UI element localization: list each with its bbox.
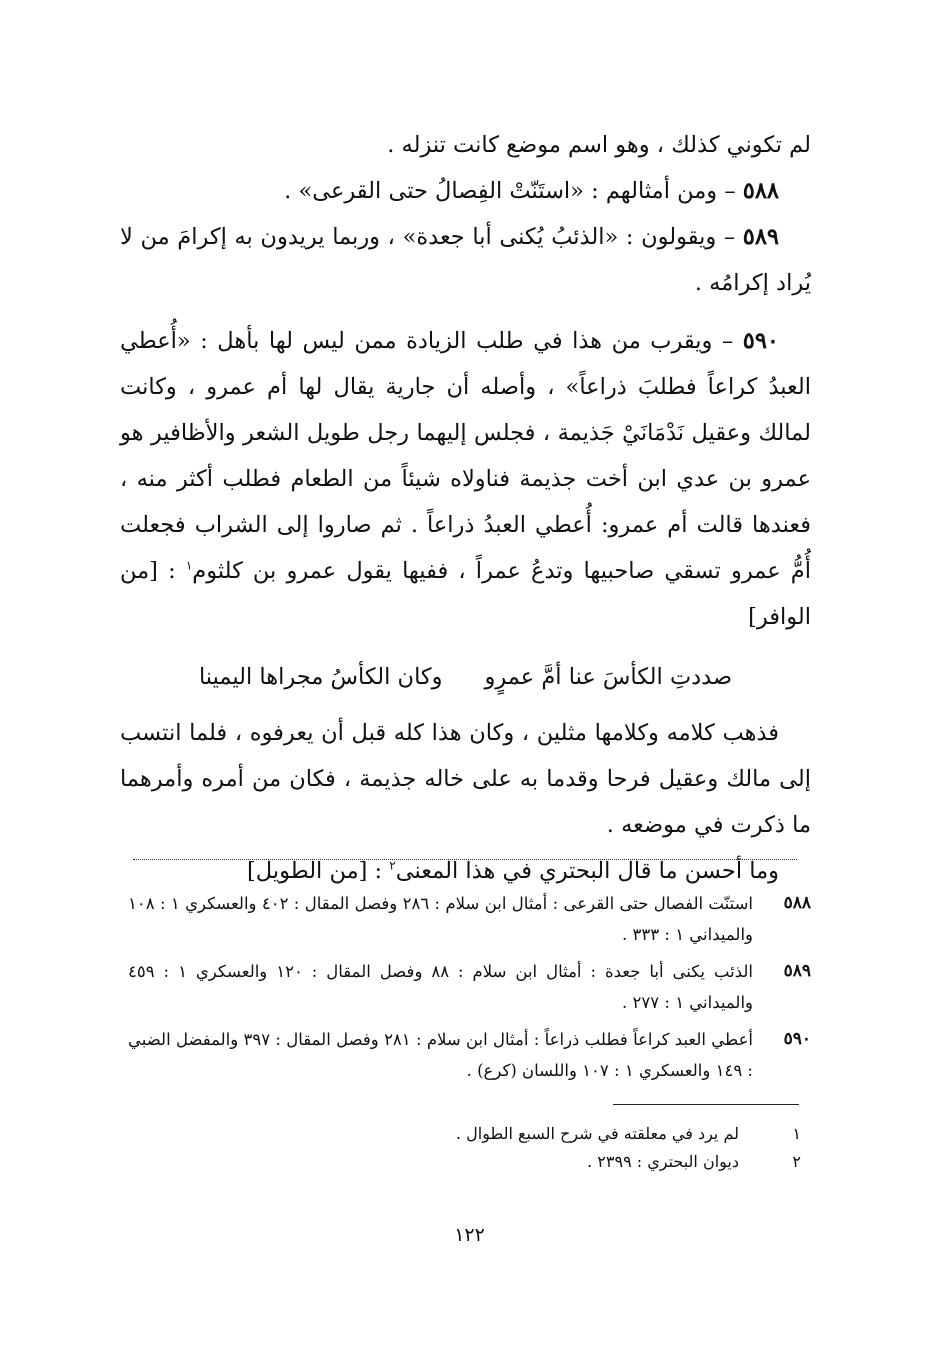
entry-589 (120, 214, 811, 306)
footnote-ref-1: ١ (185, 558, 193, 573)
entry-text: – ويقرب من هذا في طلب الزيادة ممن ليس لها بأهل : «أُعطي العبدُ كراعاً فطلبَ ذراعاً» ، وأصله أن جارية يقال لها أم عمرو ، وكانت لمالك وعقيل نَدْمَانَيْ جَذيمة ، فجلس إليهما رجل طويل الشعر والأظافير هو عمرو بن عدي ابن أخت جذيمة فناولاه شيئاً من الطعام فطلب أكثر منه ، فعندها قالت أم عمرو: أُعطي العبدُ ذراعاً . ثم صاروا إلى الشراب فجعلت أُمُّ عمرو تسقي صاحبيها وتدعُ عمراً ، ففيها يقول عمرو بن كلثوم (120, 328, 811, 584)
source-number: ٥٨٩ (783, 961, 811, 981)
page-number: ١٢٢ (454, 1224, 485, 1246)
source-number: ٥٩٠ (783, 1029, 811, 1049)
poem-verse (120, 654, 811, 700)
source-text: الذئب يكنى أبا جعدة : أمثال ابن سلام : ٨٨ وفصل المقال : ١٢٠ والعسكري ١ : ٤٥٩ والميداني ١ : ٢٧٧ . (128, 962, 753, 1012)
sources-divider (133, 859, 797, 860)
source-text: أعطي العبد كراعاً فطلب ذراعاً : أمثال ابن سلام : ٢٨١ وفصل المقال : ٣٩٧ والمفضل الضبي : ١٤٩ والعسكري ١ : ١٠٧ واللسان (كرع) . (128, 1030, 754, 1080)
footnote-text: ديوان البحتري : ٢٣٩٩ . (587, 1152, 739, 1171)
paragraph-after-verse: فذهب كلامه وكلامها مثلين ، وكان هذا كله قبل أن يعرفوه ، فلما انتسب إلى مالك وعقيل فرحا وقدما به على خاله جذيمة ، فكان من أمره وأمرهما ما ذكرت في موضعه . (120, 720, 811, 838)
source-text: استنّت الفصال حتى القرعى : أمثال ابن سلام : ٢٨٦ وفصل المقال : ٤٠٢ والعسكري ١ : ١٠٨ والميداني ١ : ٣٣٣ . (128, 894, 753, 944)
meter-label: : [من الوافر] (120, 558, 811, 630)
entry-number: ٥٨٩ (742, 224, 779, 250)
paragraph-last-text: وما أحسن ما قال البحتري في هذا المعنى (395, 858, 779, 884)
footnotes-section (200, 1120, 801, 1176)
entry-588 (120, 168, 811, 214)
sources-section (128, 888, 811, 1092)
entry-number: ٥٨٨ (742, 178, 779, 204)
verse-first-hemistich: صددتِ الكأسَ عنا أمَّ عمرٍو (484, 664, 733, 690)
entry-text: – ويقولون : «الذئبُ يُكنى أبا جعدة» ، وربما يريدون به إكرامَ من لا يُراد إكرامُه . (120, 224, 811, 296)
entry-number: ٥٩٠ (742, 328, 779, 354)
footnote-ref-2: ٢ (389, 858, 396, 873)
entry-590 (120, 318, 811, 640)
footnotes-divider (613, 1104, 799, 1105)
paragraph-continuation: لم تكوني كذلك ، وهو اسم موضع كانت تنزله . (387, 132, 811, 158)
source-entry (128, 888, 811, 950)
verse-second-hemistich: وكان الكأسُ مجراها اليمينا (198, 664, 443, 690)
footnote-number: ١ (792, 1124, 801, 1143)
source-entry (128, 956, 811, 1018)
footnote (200, 1148, 801, 1176)
footnote-number: ٢ (792, 1152, 801, 1171)
source-number: ٥٨٨ (783, 893, 811, 913)
main-text (120, 122, 811, 894)
entry-text: – ومن أمثالهم : «استَنّتْ الفِصالُ حتى القرعى» . (284, 178, 743, 204)
source-entry (128, 1024, 811, 1086)
meter-label: : [من الطويل] (247, 858, 390, 884)
footnote (200, 1120, 801, 1148)
footnote-text: لم يرد في معلقته في شرح السبع الطوال . (455, 1124, 739, 1143)
